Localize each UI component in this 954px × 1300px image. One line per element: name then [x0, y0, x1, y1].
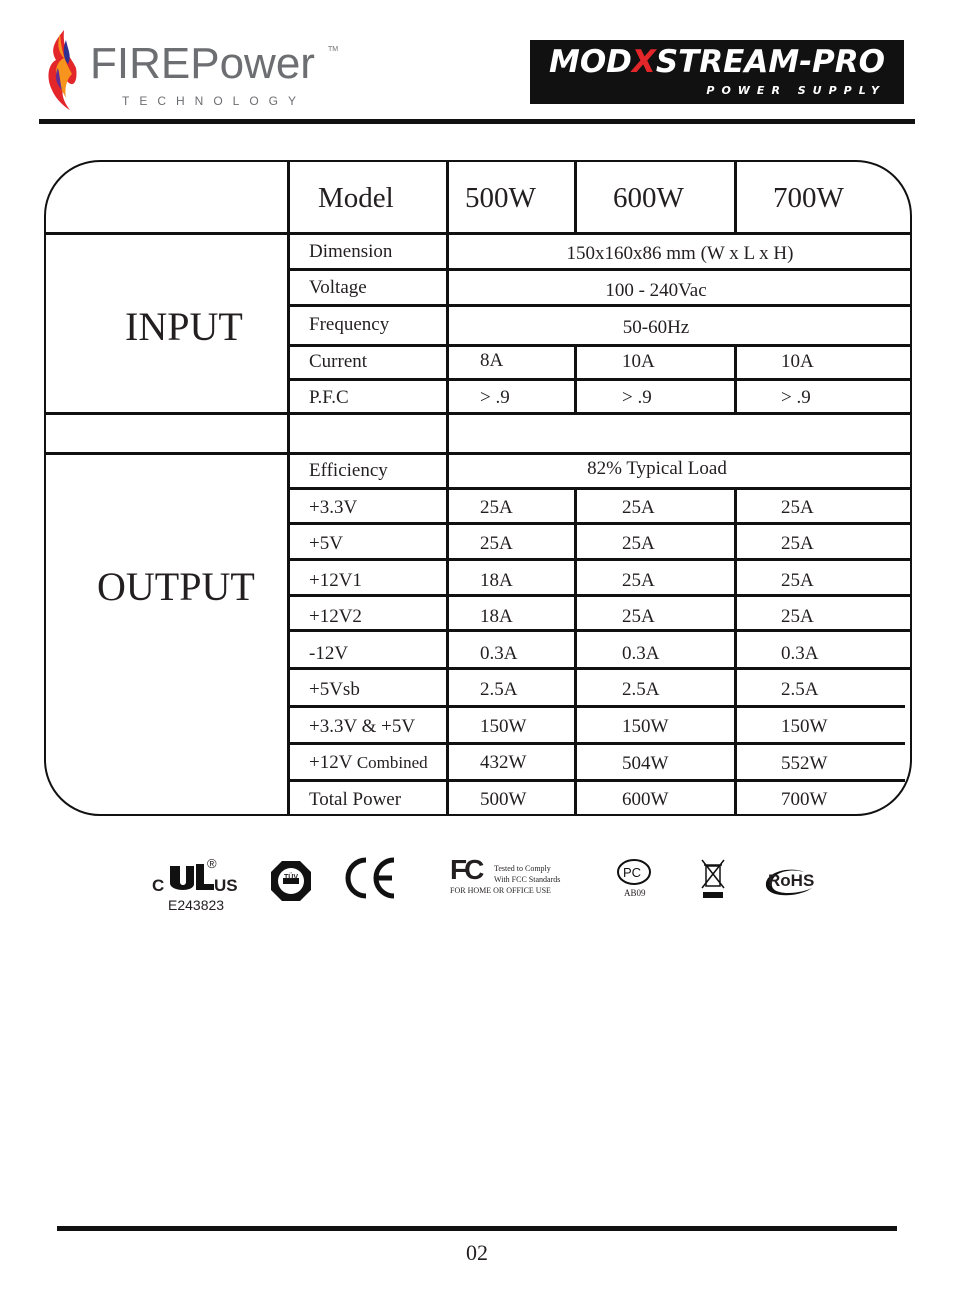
- ce-mark: [340, 854, 400, 902]
- product-name-x: X: [631, 44, 656, 80]
- header-divider: [39, 119, 915, 124]
- brand-fire: FIRE: [90, 39, 191, 88]
- row-value-12v1-500w: 18A: [480, 570, 513, 591]
- row-value-current-600w: 10A: [622, 351, 655, 372]
- row-divider: [287, 779, 905, 782]
- row-value-pfc-600w: > .9: [622, 387, 652, 408]
- row-divider: [287, 268, 912, 271]
- row-value-12v-combined-500w: 432W: [480, 752, 527, 773]
- flame-icon: [44, 28, 82, 112]
- row-value-12v-combined-600w: 504W: [622, 753, 669, 774]
- row-value-pfc-700w: > .9: [781, 387, 811, 408]
- header-700w: 700W: [773, 182, 844, 214]
- col-divider-700w-output: [734, 488, 737, 816]
- header-600w: 600W: [613, 182, 684, 214]
- row-value-3v3-5v-700w: 150W: [781, 716, 828, 737]
- row-label-12v2: +12V2: [309, 606, 362, 627]
- ul-c-label: C: [152, 876, 165, 895]
- brand-name: [90, 39, 315, 88]
- row-value-total-power-500w: 500W: [480, 789, 527, 810]
- row-label-3v3: +3.3V: [309, 497, 358, 518]
- brand-tagline: TECHNOLOGY: [122, 94, 307, 108]
- row-value-current-700w: 10A: [781, 351, 814, 372]
- row-value-3v3-500w: 25A: [480, 497, 513, 518]
- row-value-5v-600w: 25A: [622, 533, 655, 554]
- row-divider: [287, 629, 912, 632]
- row-divider: [287, 487, 912, 490]
- row-value-5v-700w: 25A: [781, 533, 814, 554]
- row-divider-header: [44, 232, 912, 235]
- row-label-3v3-5v: +3.3V & +5V: [309, 716, 416, 737]
- row-value-total-power-700w: 700W: [781, 789, 828, 810]
- row-divider: [287, 667, 912, 670]
- svg-text:PC: PC: [623, 865, 642, 880]
- ul-certification: [150, 856, 240, 916]
- row-value-neg12v-700w: 0.3A: [781, 643, 819, 664]
- ce-mark-icon: [340, 854, 400, 902]
- row-value-3v3-700w: 25A: [781, 497, 814, 518]
- product-logo: [530, 40, 904, 104]
- row-value-frequency: 50-60Hz: [622, 317, 690, 338]
- product-subtitle: POWER SUPPLY: [706, 84, 886, 97]
- weee-mark: [700, 856, 726, 900]
- rohs-mark: [760, 864, 826, 898]
- row-value-pfc-500w: > .9: [480, 387, 510, 408]
- pct-icon: [616, 858, 652, 886]
- pct-certification: [616, 858, 660, 902]
- row-label-12v1: +12V1: [309, 570, 362, 591]
- section-output-label: OUTPUT: [97, 564, 255, 609]
- row-value-neg12v-500w: 0.3A: [480, 643, 518, 664]
- row-divider: [287, 344, 912, 347]
- firepower-logo: [44, 28, 344, 112]
- tuv-certification: [270, 860, 312, 902]
- row-label-total-power: Total Power: [309, 789, 402, 810]
- row-divider: [287, 742, 905, 745]
- row-label-12v-combined: [309, 753, 428, 772]
- row-value-12v2-500w: 18A: [480, 606, 513, 627]
- brand-power: Power: [190, 39, 315, 88]
- row-label-voltage: Voltage: [309, 277, 367, 298]
- footer-divider: [57, 1226, 897, 1231]
- rohs-text: RoHS: [768, 871, 815, 890]
- fcc-line2: With FCC Standards: [494, 875, 561, 884]
- product-name: [530, 44, 904, 80]
- row-value-12v1-600w: 25A: [622, 570, 655, 591]
- trademark-mark: TM: [328, 46, 339, 53]
- row-value-12v1-700w: 25A: [781, 570, 814, 591]
- row-divider: [287, 558, 912, 561]
- tuv-text: TÜV: [284, 874, 298, 881]
- section-input-label: INPUT: [125, 304, 243, 349]
- row-value-3v3-5v-500w: 150W: [480, 716, 527, 737]
- row-value-5vsb-500w: 2.5A: [480, 679, 518, 700]
- row-label-combined: Combined: [356, 753, 428, 772]
- row-value-12v2-600w: 25A: [622, 606, 655, 627]
- row-divider: [287, 594, 912, 597]
- ul-file-number: E243823: [168, 897, 225, 913]
- row-value-12v-combined-700w: 552W: [781, 753, 828, 774]
- fcc-line3: FOR HOME OR OFFICE USE: [450, 886, 551, 895]
- ul-us-label: US: [214, 876, 238, 895]
- row-label-neg12v: -12V: [309, 643, 349, 664]
- row-value-efficiency: 82% Typical Load: [587, 458, 727, 479]
- row-label-12v: +12V: [309, 752, 353, 773]
- row-value-5vsb-600w: 2.5A: [622, 679, 660, 700]
- row-value-neg12v-600w: 0.3A: [622, 643, 660, 664]
- row-value-total-power-600w: 600W: [622, 789, 669, 810]
- row-label-pfc: P.F.C: [309, 387, 349, 408]
- row-label-5vsb: +5Vsb: [309, 679, 360, 700]
- col-divider-700w: [734, 160, 737, 234]
- header-500w: 500W: [465, 182, 536, 214]
- row-value-dimension: 150x160x86 mm (W x L x H): [566, 243, 794, 264]
- row-value-5v-500w: 25A: [480, 533, 513, 554]
- row-label-dimension: Dimension: [309, 241, 393, 262]
- tuv-octagon-icon: [270, 860, 312, 902]
- row-divider-output-start: [44, 452, 912, 455]
- row-label-5v: +5V: [309, 533, 343, 554]
- ul-registered: ®: [207, 856, 217, 871]
- row-value-current-500w: 8A: [480, 350, 504, 371]
- row-divider: [287, 378, 912, 381]
- row-value-5vsb-700w: 2.5A: [781, 679, 819, 700]
- fcc-line1: Tested to Comply: [494, 864, 551, 873]
- row-divider: [287, 705, 905, 708]
- page-number: 02: [466, 1240, 488, 1265]
- row-value-12v2-700w: 25A: [781, 606, 814, 627]
- row-label-frequency: Frequency: [309, 314, 390, 335]
- fcc-certification: [450, 856, 580, 898]
- col-divider-600w: [574, 160, 577, 234]
- row-label-current: Current: [309, 351, 368, 372]
- row-divider-input-end: [44, 412, 912, 415]
- row-value-3v3-5v-600w: 150W: [622, 716, 669, 737]
- row-value-3v3-600w: 25A: [622, 497, 655, 518]
- product-name-right: STREAM-PRO: [655, 44, 885, 80]
- row-value-voltage: 100 - 240Vac: [605, 280, 707, 301]
- col-divider-600w-output: [574, 488, 577, 816]
- product-name-left: MOD: [548, 44, 632, 80]
- crossed-bin-icon: [700, 856, 726, 900]
- row-divider: [287, 522, 912, 525]
- row-label-efficiency: Efficiency: [309, 460, 388, 481]
- row-divider: [287, 304, 912, 307]
- pct-code: AB09: [624, 888, 646, 898]
- header-model: Model: [318, 182, 394, 214]
- fcc-logo-icon: FC: [450, 854, 482, 885]
